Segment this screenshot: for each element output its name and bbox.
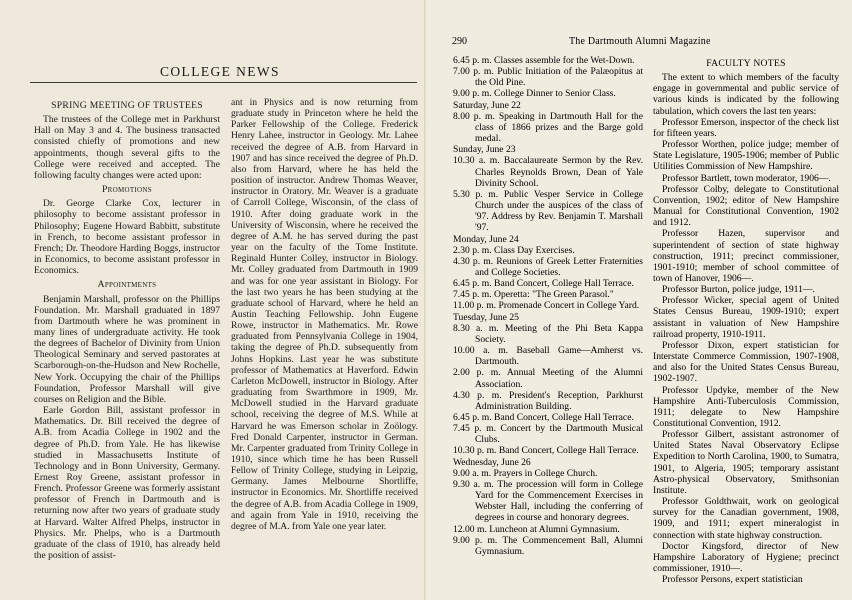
schedule-entry: 7.45 p. m. Concert by the Dartmouth Musical Clubs. <box>453 423 643 446</box>
schedule-entry: 10.30 a. m. Baccalaureate Sermon by the Rev. Charles Reynolds Brown, Dean of Yale Divinity School. <box>453 155 643 189</box>
paragraph: The trustees of the College met in Parkhurst Hall on May 3 and 4. The business transacted consisted chiefly of promotions and new appointments, though several gifts to the College were received and accepted. The following faculty changes were acted upon: <box>34 114 220 181</box>
schedule-day: Sunday, June 23 <box>453 144 516 156</box>
paragraph: Professor Colby, delegate to Constitutional Convention, 1902; editor of New Hampshire Manual for Constitutional Convention, 1902 and 1912. <box>653 183 839 229</box>
paragraph: Professor Goldthwait, work on geological survey for the Canadian government, 1908, 1909, and 1911; expert mineralogist in connection with state highway construction. <box>653 496 839 541</box>
schedule-day: Saturday, June 22 <box>453 99 521 111</box>
schedule-entry: 5.30 p. m. Public Vesper Service in College Church under the auspices of the class of '97. Address by Rev. Benjamin T. Marshall '97. <box>453 188 643 234</box>
schedule-entry: 9.00 p. m. College Dinner to Senior Class. <box>453 88 616 100</box>
paragraph: Professor Persons, expert statistician <box>662 574 803 586</box>
schedule-entry: 7.45 p. m. Operetta: "The Green Parasol." <box>453 289 614 301</box>
left-column-1 <box>34 97 220 561</box>
schedule-entry: 4.30 p. m. President's Reception, Parkhurst Administration Building. <box>453 389 643 412</box>
section-heading: Appointments <box>97 279 157 291</box>
schedule-entry: 9.00 a. m. Prayers in College Church. <box>453 467 598 479</box>
paragraph: Earle Gordon Bill, assistant professor in Mathematics. Dr. Bill received the degree of A.B. from Acadia College in 1902 and the degree of Ph.D. from Yale. He has likewise studied in Massachusetts Institute of Technology and in Bonn University, Germany. Ernest Roy Greene, assistant professor in French. Professor Greene was formerly assistant professor of French in Dartmouth and is returning now after two years of graduate study at Harvard. Walter Alfred Phelps, instructor in Physics. Mr. Phelps, who is a Dartmouth graduate of the class of 1910, has already held the position of assist- <box>34 405 220 562</box>
schedule-entry: 6.45 p. m. Classes assemble for the Wet-Down. <box>453 55 635 66</box>
schedule-entry: 8.30 a. m. Meeting of the Phi Beta Kappa Society. <box>453 322 643 345</box>
paragraph: Professor Dixon, expert statistician for Interstate Commerce Commission, 1907-1908, and also for the United States Census Bureau, 1902-1907. <box>653 339 839 385</box>
schedule-entry: 12.00 m. Luncheon at Alumni Gymnasium. <box>453 523 620 535</box>
title-rule <box>30 82 417 83</box>
paragraph: Professor Wicker, special agent of United States Census Bureau, 1909-1910; expert assistant in valuation of New Hampshire railroad property, 1910-1911. <box>653 295 839 340</box>
schedule-entry: 9.30 a. m. The procession will form in College Yard for the Commencement Exercises in Webster Hall, including the conferring of degrees in course and honorary degrees. <box>453 478 643 524</box>
schedule-entry: 2.00 p. m. Annual Meeting of the Alumni Association. <box>453 367 643 390</box>
faculty-notes <box>653 55 839 585</box>
paragraph: Professor Emerson, inspector of the check list for fifteen years. <box>653 116 839 139</box>
section-heading: SPRING MEETING OF TRUSTEES <box>51 100 203 111</box>
section-heading: FACULTY NOTES <box>706 58 786 69</box>
paragraph: Professor Worthen, police judge; member of State Legislature, 1905-1906; member of Public Utilities Commission of New Hampshire. <box>653 139 839 173</box>
schedule-entry: 6.45 p. m. Band Concert, College Hall Terrace. <box>453 412 634 423</box>
schedule-entry: 6.45 p. m. Band Concert, College Hall Terrace. <box>453 278 634 290</box>
paragraph: Professor Gilbert, assistant astronomer of United States Naval Observatory Eclipse Expedition to North Carolina, 1900, to Sumatra, 1901, to Algeria, 1905; temporary assistant Astro-physical Observatory, Smithsonian Institute. <box>653 429 839 496</box>
paragraph: Doctor Kingsford, director of New Hampshire Laboratory of Hygiene; precinct commissioner, 1910—. <box>653 540 839 575</box>
page-number: 290 <box>452 36 467 47</box>
paragraph: Professor Updyke, member of the New Hampshire Anti-Tuberculosis Commission, 1911; delegate to New Hampshire Constitutional Convention, 1912. <box>653 384 839 429</box>
magazine-title: The Dartmouth Alumni Magazine <box>569 36 711 47</box>
paragraph: Dr. George Clarke Cox, lecturer in philosophy to become assistant professor in Philosophy; Eugene Howard Babbitt, substitute in French, to become assistant professor in French; Dr. Theodore Harding Boggs, instructor in Economics, to become assistant professor in Economics. <box>34 198 220 277</box>
paragraph: ant in Physics and is now returning from graduate study in Princeton where he held the Parker Fellowship of the College. Frederick Henry Lahee, instructor in Geology. Mr. Lahee received the degree of A.B. from Harvard in 1907 and has since received the degree of Ph.D. also from Harvard, where he has held the position of instructor. Andrew Thomas Weaver, instructor in Oratory. Mr. Weaver is a graduate of Carroll College, Wisconsin, of the class of 1910. After doing graduate work in the University of Wisconsin, where he received the degree of A.M. he has served during the past year on the faculty of the Tome Institute. Reginald Hunter Colley, instructor in Biology. Mr. Colley graduated from Dartmouth in 1909 and was for one year assistant in Biology. For the last two years he has been studying at the graduate school of Harvard, where he held an Austin Teaching Fellowship. John Eugene Rowe, instructor in Mathematics. Mr. Rowe graduated from Pennsylvania College in 1904, taking the degree of Ph.D. subsequently from Johns Hopkins. Last year he was substitute professor of Mathematics at Haverford. Edwin Carleton McDowell, instructor in Biology. After graduating from Swarthmore in 1909, Mr. McDowell studied in the Harvard graduate school, receiving the degree of M.S. While at Harvard he was Emerson scholar in Zoölogy. Fred Donald Carpenter, instructor in German. Mr. Carpenter graduated from Trinity College in 1910, since which time he has been Russell Fellow of Trinity College, studying in Leipzig, Germany. James Melbourne Shortliffe, instructor in Economics. Mr. Shortliffe received the degree of A.B. from Acadia College in 1909, and again from Yale in 1910, receiving the degree of M.A. from Yale one year later. <box>231 97 418 532</box>
schedule-day: Wednesday, June 26 <box>453 456 531 468</box>
schedule-entry: 8.00 p. m. Speaking in Dartmouth Hall for the class of 1866 prizes and the Barge gold medal. <box>453 110 643 145</box>
schedule-entry: 2.30 p. m. Class Day Exercises. <box>453 244 575 256</box>
schedule-entry: 7.00 p. m. Public Initiation of the Palæopitus at the Old Pine. <box>453 66 643 89</box>
schedule-entry: 4.30 p. m. Reunions of Greek Letter Fraternities and College Societies. <box>453 255 643 278</box>
schedule-day: Tuesday, June 25 <box>453 311 519 323</box>
paragraph: Benjamin Marshall, professor on the Phillips Foundation. Mr. Marshall graduated in 1897 from Dartmouth where he was prominent in many lines of undergraduate activity. He took the degrees of Bachelor of Divinity from Union Theological Seminary and served pastorates at Scarborough-on-the-Hudson and New Rochelle, New York. Occupying the chair of the Phillips Foundation, Professor Marshall will give courses on Religion and the Bible. <box>34 293 220 405</box>
schedule-entry: 10.00 a. m. Baseball Game—Amherst vs. Dartmouth. <box>453 345 643 368</box>
schedule-day: Monday, June 24 <box>453 233 519 245</box>
section-heading: Promotions <box>102 184 152 196</box>
paragraph: Professor Burton, police judge, 1911—. <box>662 284 815 296</box>
left-column-2 <box>231 97 418 532</box>
section-title: COLLEGE NEWS <box>160 64 280 79</box>
paragraph: Professor Bartlett, town moderator, 1906—. <box>662 172 831 184</box>
schedule-entry: 11.00 p. m. Promenade Concert in College Yard. <box>453 300 640 312</box>
commencement-schedule <box>453 55 643 557</box>
paragraph: Professor Hazen, supervisor and superintendent of section of state highway construction, 1911; precinct commissioner, 1901-1910; member of school committee of town of Hanover, 1906—. <box>653 228 839 284</box>
paragraph: The extent to which members of the faculty engage in governmental and public service of various kinds is indicated by the following tabulation, which covers the last ten years: <box>653 72 839 117</box>
schedule-entry: 9.00 p. m. The Commencement Ball, Alumni Gymnasium. <box>453 534 643 557</box>
schedule-entry: 10.30 p. m. Band Concert, College Hall Terrace. <box>453 445 639 457</box>
